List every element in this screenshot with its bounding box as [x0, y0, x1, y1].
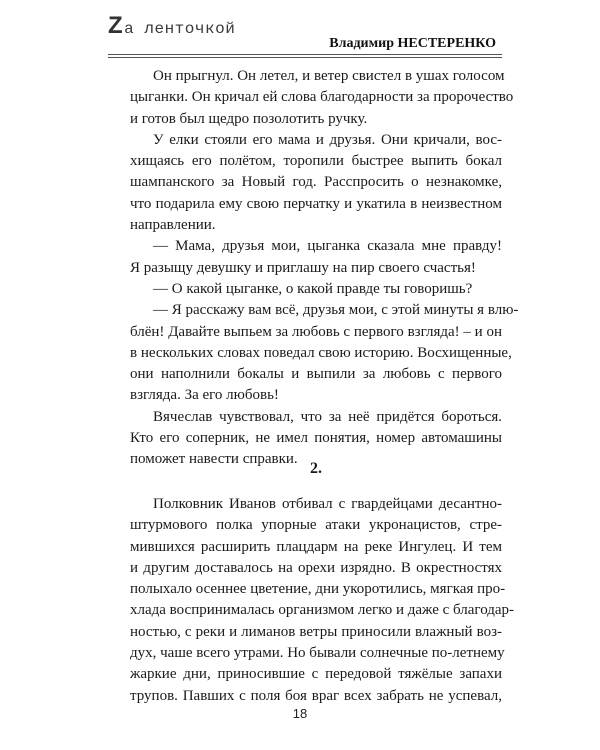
text-line: направлении. — [130, 217, 216, 234]
text-line: взгляда. За его любовь! — [130, 387, 279, 404]
section-2-text — [130, 494, 515, 707]
author-name: Владимир НЕСТЕРЕНКО — [329, 36, 496, 51]
text-line: поможет навести справки. — [130, 451, 298, 468]
text-line: дух, чаше всего утрами. Но бывали солнечные по-летнему — [130, 645, 505, 662]
text-line: трупов. Павших с поля боя враг всех забрать не успевал, — [130, 687, 502, 704]
running-header — [108, 12, 502, 60]
text-line: шампанского за Новый год. Расспросить о незнакомке, — [130, 174, 502, 191]
text-line: они наполнили бокалы и выпили за любовь с первого — [130, 366, 502, 383]
section-1-text — [130, 66, 519, 471]
text-line: — Мама, друзья мои, цыганка сказала мне правду! — [153, 238, 502, 255]
text-line: что подарила ему свою перчатку и укатила в неизвестном — [130, 195, 502, 212]
text-line: хлада воспринималась организмом легко и даже с благодар- — [130, 602, 515, 619]
text-line: Вячеслав чувствовал, что за неё придётся бороться. — [153, 408, 502, 425]
text-line: ностью, с реки и лиманов ветры приносили влажный воз- — [130, 623, 502, 640]
text-line: и готов был щедро позолотить ручку. — [130, 110, 368, 127]
text-line: цыганки. Он кричал ей слова благодарности за пророчество — [130, 89, 514, 106]
text-line: жаркие дни, приносившие с передовой тяжёлые запахи — [130, 666, 502, 683]
text-line: хищаясь его полётом, торопили быстрее выпить бокал — [130, 153, 502, 170]
page-number: 18 — [292, 706, 308, 721]
header-divider — [108, 54, 502, 58]
text-line: и другим доставалось на орехи изрядно. В окрестностях — [130, 559, 502, 576]
series-title-rest: а ленточкой — [124, 20, 236, 38]
text-line: мившихся расширить плацдарм на реке Ингулец. И тем — [130, 538, 502, 555]
section-number: 2. — [310, 460, 322, 477]
text-line: полыхало осеннее цветение, дни укоротились, мягкая про- — [130, 581, 506, 598]
text-line: Кто его соперник, не имел понятия, номер автомашины — [130, 430, 502, 447]
text-line: — Я расскажу вам всё, друзья мои, с этой минуты я влю- — [153, 302, 519, 319]
series-title-initial: Z — [108, 12, 124, 39]
text-line: — О какой цыганке, о какой правде ты говоришь? — [153, 280, 473, 297]
text-line: Полковник Иванов отбивал с гвардейцами десантно- — [153, 496, 502, 512]
text-line: Я разыщу девушку и приглашу на пир своего счастья! — [130, 259, 476, 276]
text-line: блён! Давайте выпьем за любовь с первого взгляда! – и он — [130, 323, 502, 340]
text-line: в нескольких словах поведал свою историю. Восхищенные, — [130, 344, 512, 361]
text-line: штурмового полка упорные атаки укронацистов, стре- — [130, 517, 502, 534]
text-line: Он прыгнул. Он летел, и ветер свистел в ушах голосом — [153, 68, 505, 84]
text-line: У елки стояли его мама и друзья. Они кричали, вос- — [153, 131, 502, 148]
series-title — [108, 12, 235, 40]
